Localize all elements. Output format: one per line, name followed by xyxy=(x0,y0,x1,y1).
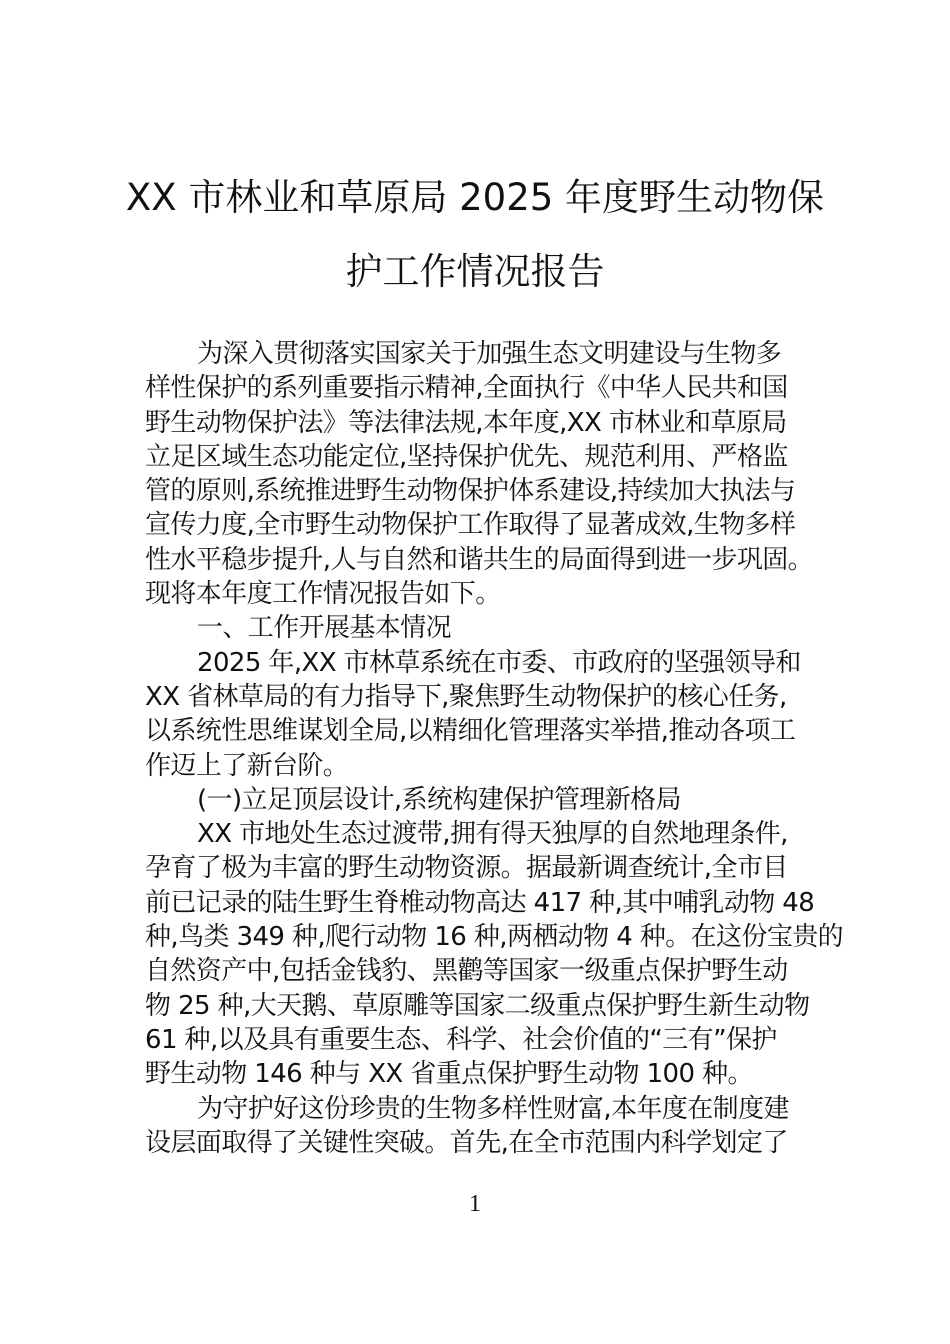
document-body xyxy=(145,337,844,1160)
section-1-paragraph-line: XX 省林草局的有力指导下,聚焦野生动物保护的核心任务, xyxy=(145,681,787,712)
intro-paragraph-line: 样性保护的系列重要指示精神,全面执行《中华人民共和国 xyxy=(145,373,788,404)
subsection-1-paragraph-2-line: 设层面取得了关键性突破。首先,在全市范围内科学划定了 xyxy=(145,1127,788,1158)
page-number: 1 xyxy=(469,1191,481,1217)
section-heading-1: 一、工作开展基本情况 xyxy=(197,613,452,644)
title-line-2: 护工作情况报告 xyxy=(345,250,605,293)
subsection-1-paragraph-line: 61 种,以及具有重要生态、科学、社会价值的“三有”保护 xyxy=(145,1024,777,1055)
subsection-1-paragraph-line: 自然资产中,包括金钱豹、黑鹳等国家一级重点保护野生动 xyxy=(145,956,788,987)
subsection-1-paragraph-line: 前已记录的陆生野生脊椎动物高达 417 种,其中哺乳动物 48 xyxy=(145,887,815,918)
subsection-1-paragraph-line: XX 市地处生态过渡带,拥有得天独厚的自然地理条件, xyxy=(197,819,788,850)
document-title xyxy=(0,168,950,302)
intro-paragraph-line: 现将本年度工作情况报告如下。 xyxy=(145,579,501,610)
subsection-1-paragraph-line: 种,鸟类 349 种,爬行动物 16 种,两栖动物 4 种。在这份宝贵的 xyxy=(145,922,844,953)
subsection-1-paragraph-line: 孕育了极为丰富的野生动物资源。据最新调查统计,全市目 xyxy=(145,853,788,884)
intro-paragraph-line: 立足区域生态功能定位,坚持保护优先、规范利用、严格监 xyxy=(145,441,788,472)
intro-paragraph-line: 管的原则,系统推进野生动物保护体系建设,持续加大执法与 xyxy=(145,476,796,507)
section-1-paragraph-line: 2025 年,XX 市林草系统在市委、市政府的坚强领导和 xyxy=(197,647,801,678)
subsection-1-paragraph-line: 野生动物 146 种与 XX 省重点保护野生动物 100 种。 xyxy=(145,1059,753,1090)
section-1-paragraph-line: 以系统性思维谋划全局,以精细化管理落实举措,推动各项工 xyxy=(145,716,796,747)
intro-paragraph-line: 野生动物保护法》等法律法规,本年度,XX 市林业和草原局 xyxy=(145,407,787,438)
title-line-1: XX 市林业和草原局 2025 年度野生动物保 xyxy=(125,176,825,219)
section-1-paragraph-line: 作迈上了新台阶。 xyxy=(145,750,349,781)
subsection-1-paragraph-line: 物 25 种,大天鹅、草原雕等国家二级重点保护野生新生动物 xyxy=(145,990,810,1021)
intro-paragraph-line: 为深入贯彻落实国家关于加强生态文明建设与生物多 xyxy=(197,339,782,369)
intro-paragraph-line: 宣传力度,全市野生动物保护工作取得了显著成效,生物多样 xyxy=(145,510,796,541)
subsection-1-paragraph-2-line: 为守护好这份珍贵的生物多样性财富,本年度在制度建 xyxy=(197,1093,789,1124)
intro-paragraph-line: 性水平稳步提升,人与自然和谐共生的局面得到进一步巩固。 xyxy=(145,544,814,575)
subsection-heading-1: (一)立足顶层设计,系统构建保护管理新格局 xyxy=(197,784,681,815)
